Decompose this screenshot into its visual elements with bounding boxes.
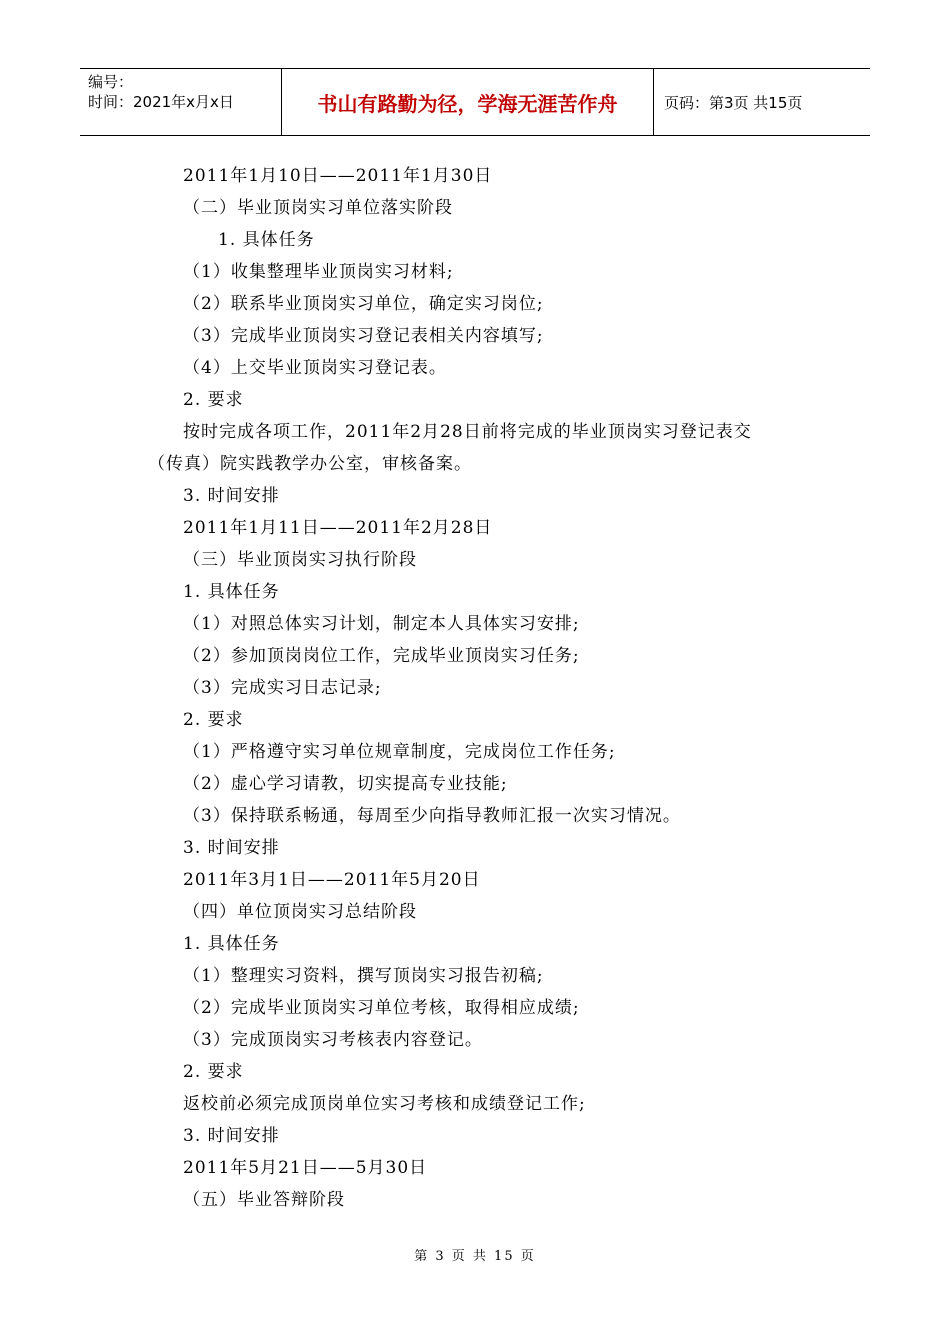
- list-item: （2）虚心学习请教，切实提高专业技能;: [183, 774, 508, 794]
- list-item: （3）完成顶岗实习考核表内容登记。: [183, 1030, 483, 1050]
- list-item: （1）整理实习资料，撰写顶岗实习报告初稿;: [183, 966, 544, 986]
- text-line: 2011年1月11日——2011年2月28日: [183, 518, 493, 538]
- page-header: [80, 68, 870, 136]
- list-item: （3）完成毕业顶岗实习登记表相关内容填写;: [183, 326, 544, 346]
- section-heading: （五）毕业答辩阶段: [183, 1190, 345, 1210]
- text-line: 2011年1月10日——2011年1月30日: [183, 166, 493, 186]
- text-line: （传真）院实践教学办公室，审核备案。: [148, 454, 472, 474]
- list-item: （2）参加顶岗岗位工作，完成毕业顶岗实习任务;: [183, 646, 580, 666]
- subsection-heading: 2. 要求: [183, 390, 244, 410]
- list-item: （3）保持联系畅通，每周至少向指导教师汇报一次实习情况。: [183, 806, 681, 826]
- text-line: 返校前必须完成顶岗单位实习考核和成绩登记工作;: [183, 1094, 586, 1114]
- subsection-heading: 1. 具体任务: [218, 230, 315, 250]
- header-meta: [80, 69, 282, 135]
- list-item: （4）上交毕业顶岗实习登记表。: [183, 358, 447, 378]
- section-heading: （四）单位顶岗实习总结阶段: [183, 902, 417, 922]
- section-heading: （二）毕业顶岗实习单位落实阶段: [183, 198, 453, 218]
- text-line: 2011年5月21日——5月30日: [183, 1158, 428, 1178]
- document-date: 时间：2021年x月x日: [88, 93, 234, 111]
- subsection-heading: 1. 具体任务: [183, 582, 280, 602]
- header-page-number: 页码：第3页 共15页: [664, 93, 803, 112]
- list-item: （1）收集整理毕业顶岗实习材料;: [183, 262, 454, 282]
- header-motto: 书山有路勤为径，学海无涯苦作舟: [282, 69, 654, 135]
- subsection-heading: 3. 时间安排: [183, 486, 280, 506]
- list-item: （1）严格遵守实习单位规章制度，完成岗位工作任务;: [183, 742, 616, 762]
- subsection-heading: 2. 要求: [183, 1062, 244, 1082]
- list-item: （3）完成实习日志记录;: [183, 678, 382, 698]
- document-number: 编号：: [88, 73, 134, 91]
- list-item: （1）对照总体实习计划，制定本人具体实习安排;: [183, 614, 580, 634]
- subsection-heading: 3. 时间安排: [183, 838, 280, 858]
- section-heading: （三）毕业顶岗实习执行阶段: [183, 550, 417, 570]
- page-footer: 第 3 页 共 15 页: [414, 1249, 536, 1264]
- list-item: （2）联系毕业顶岗实习单位，确定实习岗位;: [183, 294, 544, 314]
- text-line: 2011年3月1日——2011年5月20日: [183, 870, 481, 890]
- subsection-heading: 3. 时间安排: [183, 1126, 280, 1146]
- subsection-heading: 2. 要求: [183, 710, 244, 730]
- subsection-heading: 1. 具体任务: [183, 934, 280, 954]
- list-item: （2）完成毕业顶岗实习单位考核，取得相应成绩;: [183, 998, 580, 1018]
- text-line: 按时完成各项工作，2011年2月28日前将完成的毕业顶岗实习登记表交: [183, 422, 752, 442]
